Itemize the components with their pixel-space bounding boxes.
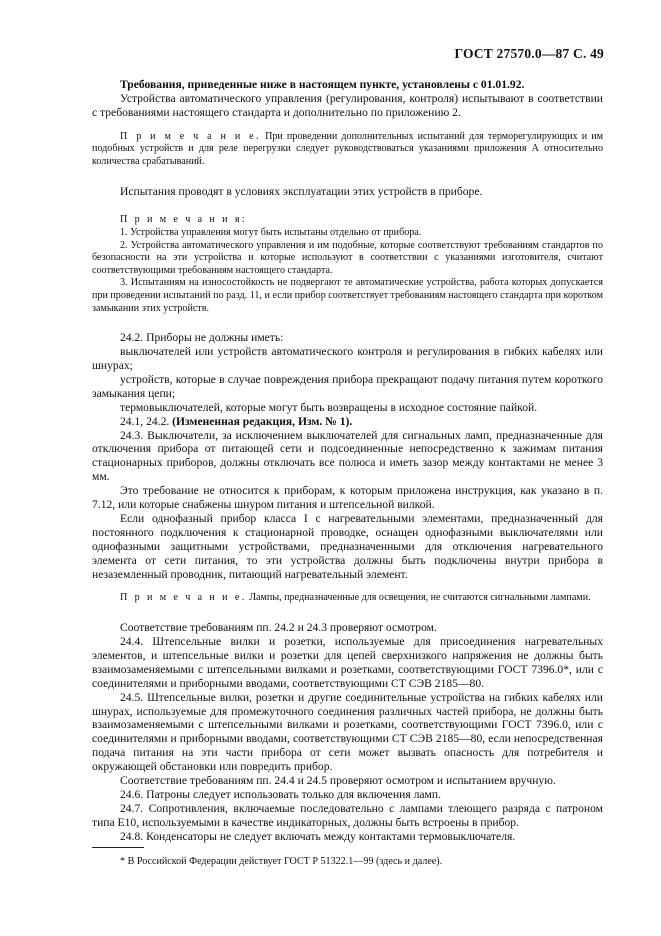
amendment-prefix: 24.1, 24.2. bbox=[120, 414, 173, 428]
paragraph-test-conditions: Испытания проводят в условиях эксплуатации этих устройств в приборе. bbox=[120, 184, 483, 198]
note-1-label: П р и м е ч а н и е. bbox=[120, 130, 261, 142]
section-24-5: 24.5. Штепсельные вилки, розетки и другие соединительные устройства на гибких кабелях или шнурах, используемые для промежуточного соединения различных частей прибора, не должны быть взаимозаменяемыми с штепсельными вилками и розетками, соответствующими ГОСТ 7396.0, или с соединителями и приборными вводами, соответствующими СТ СЭВ 2185—80, если непосредственная подача питания на эти части прибора от сети может вызвать опасность для потребителя и окружающей обстановки или повредить прибор. bbox=[92, 690, 603, 774]
footnote: * В Российской Федерации действует ГОСТ Р 51322.1—99 (здесь и далее). bbox=[120, 855, 443, 867]
notes-label: П р и м е ч а н и я: bbox=[120, 214, 248, 226]
section-24-8: 24.8. Конденсаторы не следует включать между контактами термовыключателя. bbox=[120, 829, 516, 843]
section-24-3: 24.3. Выключатели, за исключением выключателей для сигнальных ламп, предназначенные для отключения прибора от питающей сети и подсоединенные непосредственно к зажимам питания стационарных приборов, должны отключать все полюса и иметь зазор между контактами не менее 3 мм. bbox=[92, 428, 603, 484]
document-body bbox=[92, 78, 603, 868]
section-24-6: 24.6. Патроны следует использовать только для включения ламп. bbox=[120, 787, 441, 801]
paragraph-control-devices: Устройства автоматического управления (регулирования, контроля) испытывают в соответствии с требованиями настоящего стандарта и дополнительно по приложению 2. bbox=[92, 91, 603, 119]
section-24-2-item: устройств, которые в случае повреждения прибора прекращают подачу питания путем короткого замыкания цепи; bbox=[92, 372, 603, 400]
section-24-4: 24.4. Штепсельные вилки и розетки, используемые для присоединения нагревательных элементов, и штепсельные вилки и розетки для цепей сверхнизкого напряжения не должны быть взаимозаменяемыми с штепсельными вилками и розетками, соответствующими ГОСТ 7396.0*, или с соединителями и приборными вводами, соответствующими СТ СЭВ 2185—80. bbox=[92, 634, 603, 690]
note-item: 3. Испытаниям на износостойкость не подвергают те автоматические устройства, работа которых допускается при проведении испытаний по разд. 11, и если прибор соответствует требованиям настоящего стандарта при коротком замыкании этих устройств. bbox=[92, 277, 603, 314]
note-lamps-text: Лампы, предназначенные для освещения, не считаются сигнальными лампами. bbox=[246, 592, 591, 604]
check-24-4-24-5: Соответствие требованиям пп. 24.4 и 24.5 проверяют осмотром и испытанием вручную. bbox=[120, 774, 556, 788]
section-24-7: 24.7. Сопротивления, включаемые последовательно с лампами тлеющего разряда с патроном типа Е10, используемыми в качестве индикаторных, должны быть встроены в прибор. bbox=[92, 801, 603, 829]
note-lamps bbox=[92, 592, 603, 605]
section-24-2-item: выключателей или устройств автоматического контроля и регулирования в гибких кабелях или шнурах; bbox=[92, 345, 603, 372]
effective-date-heading: Требования, приведенные ниже в настоящем пункте, установлены с 01.01.92. bbox=[120, 78, 525, 91]
amendment-text: (Измененная редакция, Изм. № 1). bbox=[172, 414, 353, 428]
section-24-3-exception: Это требование не относится к приборам, к которым приложена инструкция, как указано в п. 7.12, или которые снабжены шнуром питания и штепсельной вилкой. bbox=[92, 484, 603, 512]
amendment-note bbox=[92, 415, 603, 429]
footnote-divider bbox=[92, 847, 144, 848]
note-lamps-label: П р и м е ч а н и е. bbox=[120, 592, 247, 604]
section-24-2-item: термовыключателей, которые могут быть возвращены в исходное состояние пайкой. bbox=[120, 400, 538, 414]
note-item: 2. Устройства автоматического управления и им подобные, которые соответствуют требованиям стандартов по безопасности на эти устройства и которые используют в соответствии с указаниями изготовителя, считают соответствующими требованиям настоящего стандарта. bbox=[92, 239, 603, 276]
page-header: ГОСТ 27570.0—87 С. 49 bbox=[454, 46, 604, 61]
note-item: 1. Устройства управления могут быть испытаны отдельно от прибора. bbox=[120, 227, 422, 238]
note-1-text: При проведении дополнительных испытаний для терморегулирующих и им подобных устройств и для реле перегрузки следует руководствоваться указаниями приложения А относительно количества срабатываний. bbox=[92, 130, 603, 167]
section-24-2: 24.2. Приборы не должны иметь: bbox=[120, 331, 284, 345]
note-1 bbox=[92, 131, 603, 169]
check-24-2-24-3: Соответствие требованиям пп. 24.2 и 24.3 проверяют осмотром. bbox=[120, 621, 437, 635]
section-24-3-class-i: Если однофазный прибор класса I с нагревательными элементами, предназначенный для постоянного подключения к стационарной проводке, оснащен однофазными выключателями или однофазными защитными устройствами, предназначенными для отключения нагревательного элемента от сети питания, то эти устройства должны быть подключены внутри прибора в незаземленный проводник, питающий нагревательный элемент. bbox=[92, 511, 603, 581]
